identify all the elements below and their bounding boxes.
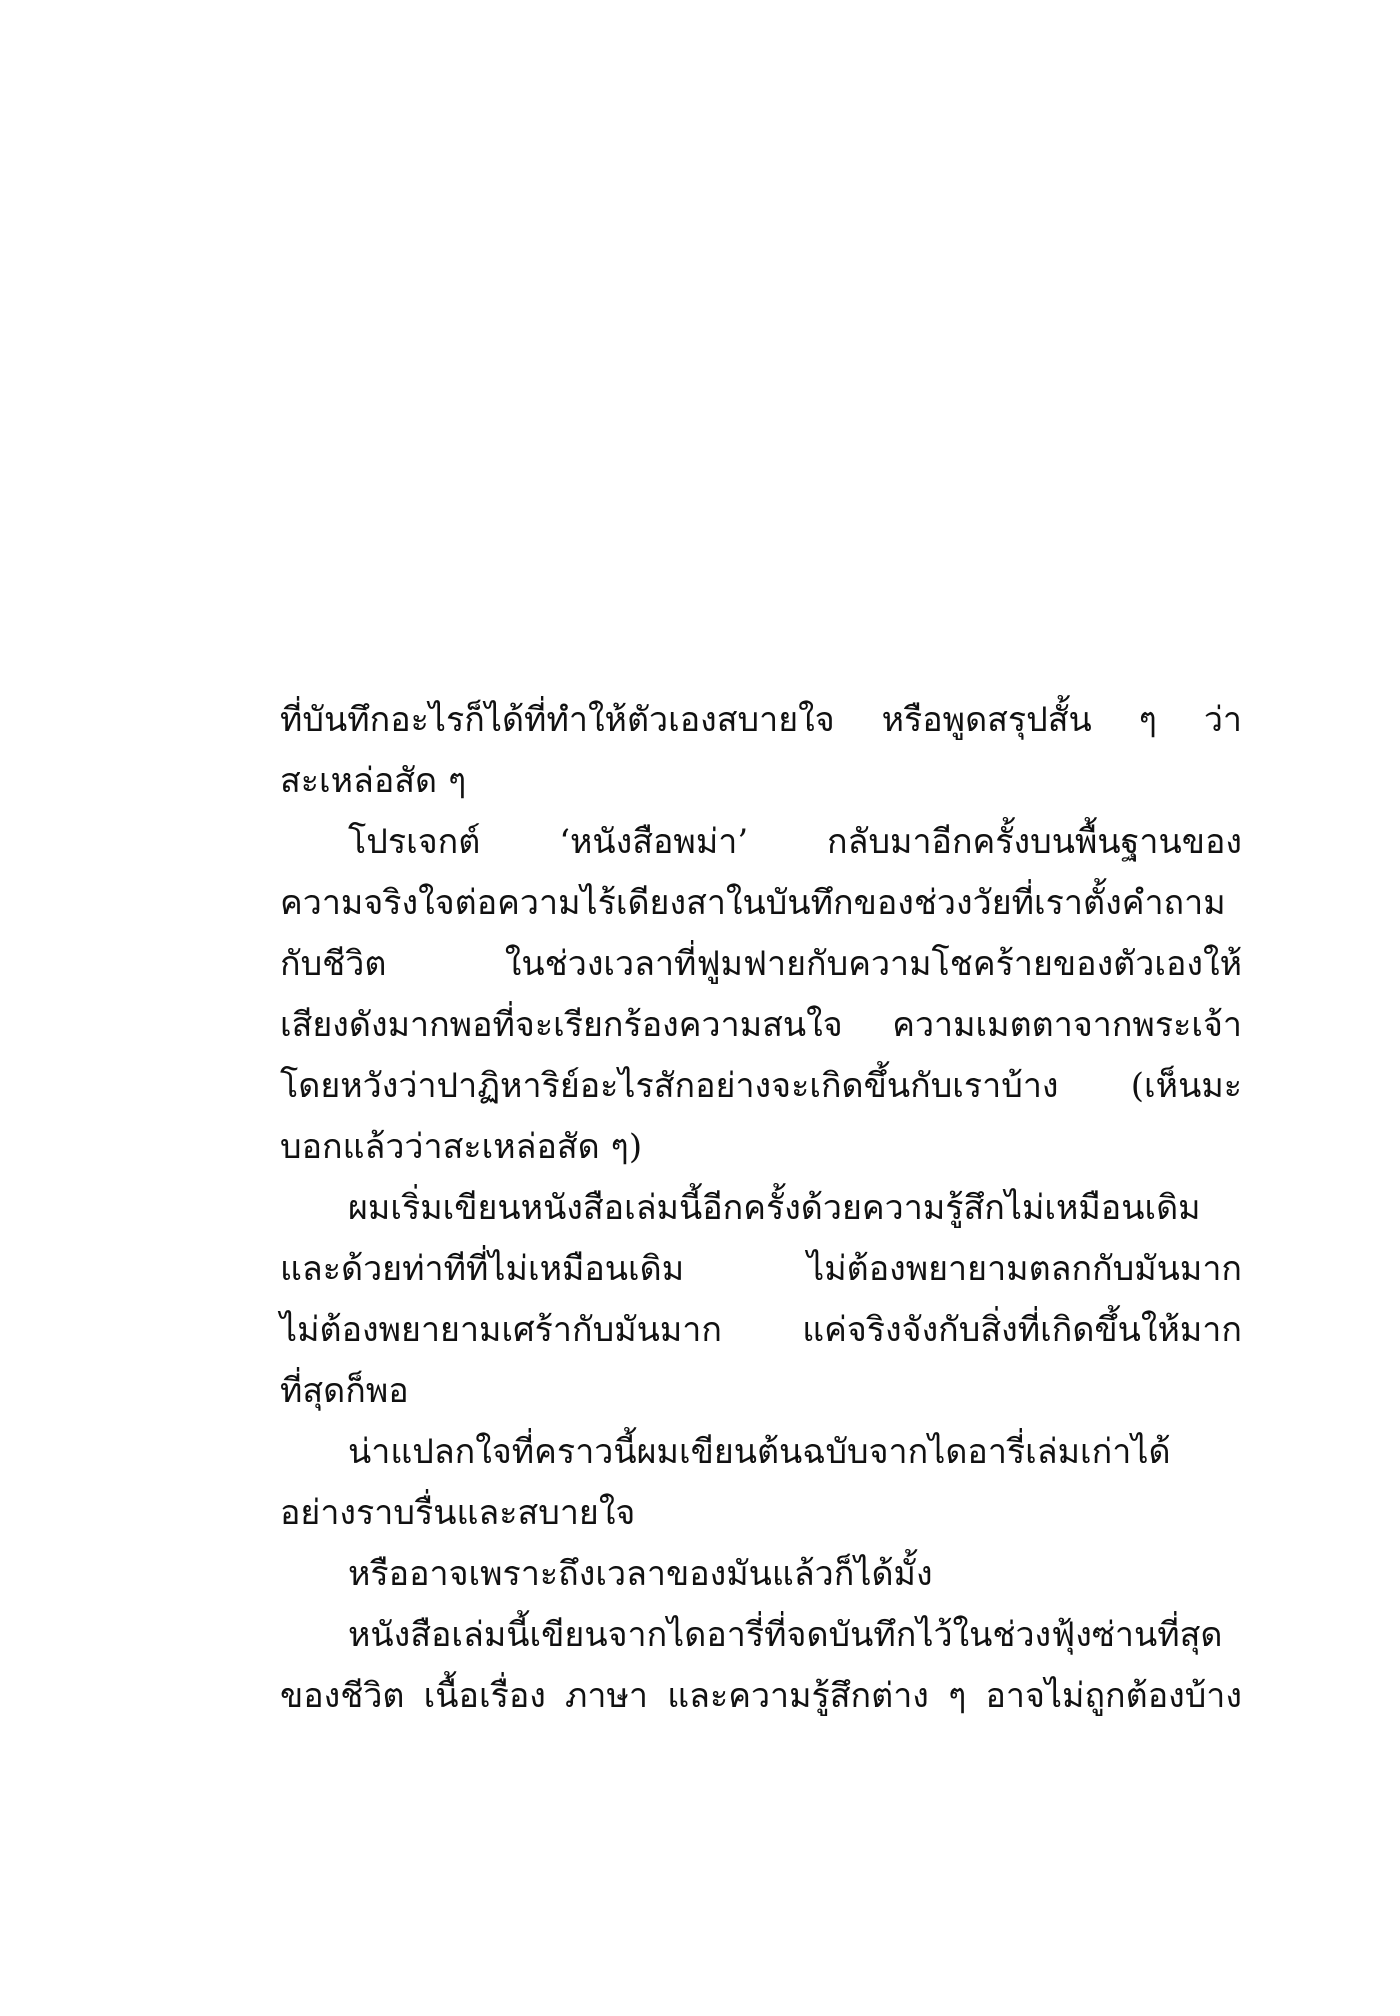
- text-line: หนังสือเล่มนี้เขียนจากไดอารี่ที่จดบันทึกไว้ในช่วงฟุ้งซ่านที่สุด: [348, 1615, 1223, 1655]
- text-line: และด้วยท่าทีที่ไม่เหมือนเดิม ไม่ต้องพยายามตลกกับมันมาก: [280, 1249, 1242, 1289]
- text-line: กับชีวิต ในช่วงเวลาที่ฟูมฟายกับความโชคร้ายของตัวเองให้: [280, 944, 1242, 984]
- text-line: ความจริงใจต่อความไร้เดียงสาในบันทึกของช่วงวัยที่เราตั้งคำถาม: [280, 883, 1226, 923]
- text-line: หรืออาจเพราะถึงเวลาของมันแล้วก็ได้มั้ง: [348, 1554, 933, 1594]
- text-line: ไม่ต้องพยายามเศร้ากับมันมาก แค่จริงจังกับสิ่งที่เกิดขึ้นให้มาก: [280, 1310, 1242, 1350]
- text-line: อย่างราบรื่นและสบายใจ: [280, 1493, 636, 1533]
- text-line: โปรเจกต์ ‘หนังสือพม่า’ กลับมาอีกครั้งบนพื้นฐานของ: [348, 822, 1242, 862]
- text-line: น่าแปลกใจที่คราวนี้ผมเขียนต้นฉบับจากไดอารี่เล่มเก่าได้: [348, 1432, 1171, 1472]
- text-line: โดยหวังว่าปาฏิหาริย์อะไรสักอย่างจะเกิดขึ้นกับเราบ้าง (เห็นมะ: [280, 1066, 1242, 1106]
- text-line: เสียงดังมากพอที่จะเรียกร้องความสนใจ ความเมตตาจากพระเจ้า: [280, 1005, 1242, 1045]
- body-text: [280, 690, 1242, 1727]
- text-line: บอกแล้วว่าสะเหล่อสัด ๆ): [280, 1127, 643, 1167]
- text-line: ของชีวิต เนื้อเรื่อง ภาษา และความรู้สึกต่าง ๆ อาจไม่ถูกต้องบ้าง: [280, 1676, 1242, 1716]
- text-line: ที่สุดก็พอ: [280, 1371, 409, 1411]
- text-line: ผมเริ่มเขียนหนังสือเล่มนี้อีกครั้งด้วยความรู้สึกไม่เหมือนเดิม: [348, 1188, 1201, 1228]
- text-line: สะเหล่อสัด ๆ: [280, 761, 467, 801]
- text-line: ที่บันทึกอะไรก็ได้ที่ทำให้ตัวเองสบายใจ หรือพูดสรุปสั้น ๆ ว่า: [280, 700, 1242, 740]
